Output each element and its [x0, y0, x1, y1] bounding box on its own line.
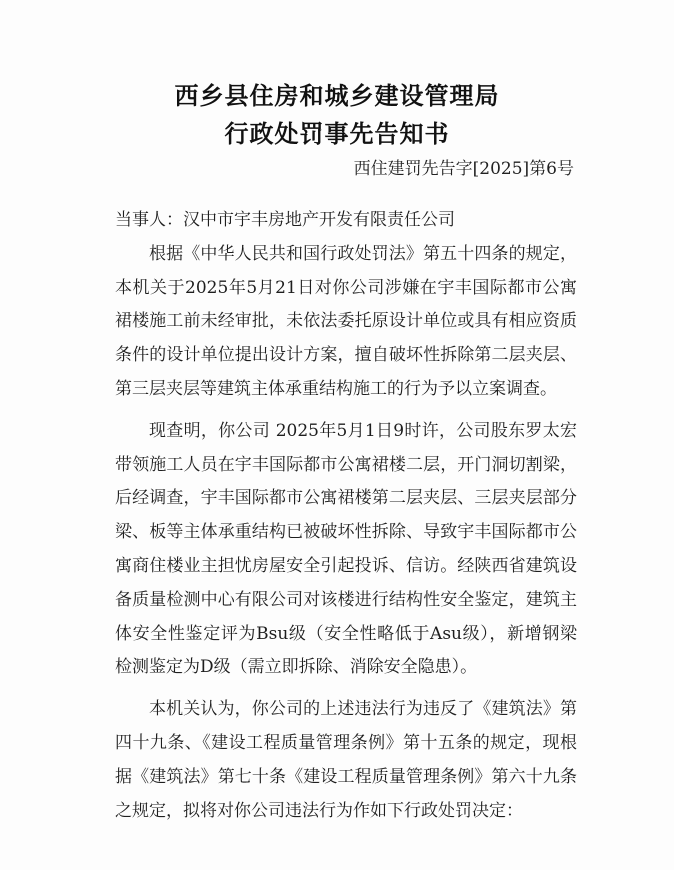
paragraph-basis: 根据《中华人民共和国行政处罚法》第五十四条的规定，本机关于2025年5月21日对你公司涉嫌在宇丰国际都市公寓裙楼施工前未经审批，未依法委托原设计单位或具有相应资质条件的设计单位提出设计方案，擅自破坏性拆除第二层夹层、第三层夹层等建筑主体承重结构施工的行为予以立案调查。	[115, 243, 577, 399]
paragraph-findings: 现查明，你公司 2025年5月1日9时许，公司股东罗太宏带领施工人员在宇丰国际都市公寓裙楼二层，开门洞切割梁，后经调查，宇丰国际都市公寓裙楼第二层夹层、三层夹层部分梁、板等主体承重结构已被破坏性拆除、导致宇丰国际都市公寓商住楼业主担忧房屋安全引起投诉、信访。经陕西省建筑设备质量检测中心有限公司对该楼进行结构性安全鉴定，建筑主体安全性鉴定评为Bsu级（安全性略低于Asu级），新增钢梁检测鉴定为D级（需立即拆除、消除安全隐患）。	[115, 420, 577, 678]
document-body	[115, 204, 577, 828]
agency-title: 西乡县住房和城乡建设管理局	[174, 82, 500, 110]
document-number: 西住建罚先告字[2025]第6号	[353, 159, 574, 179]
paragraph-conclusion: 本机关认为，你公司的上述违法行为违反了《建筑法》第四十九条、《建设工程质量管理条例》第十五条的规定，现根据《建筑法》第七十条《建设工程质量管理条例》第六十九条之规定，拟将对你公司违法行为作如下行政处罚决定：	[115, 699, 577, 821]
document-title: 行政处罚事先告知书	[224, 120, 450, 148]
party-line: 当事人：汉中市宇丰房地产开发有限责任公司	[115, 210, 455, 230]
